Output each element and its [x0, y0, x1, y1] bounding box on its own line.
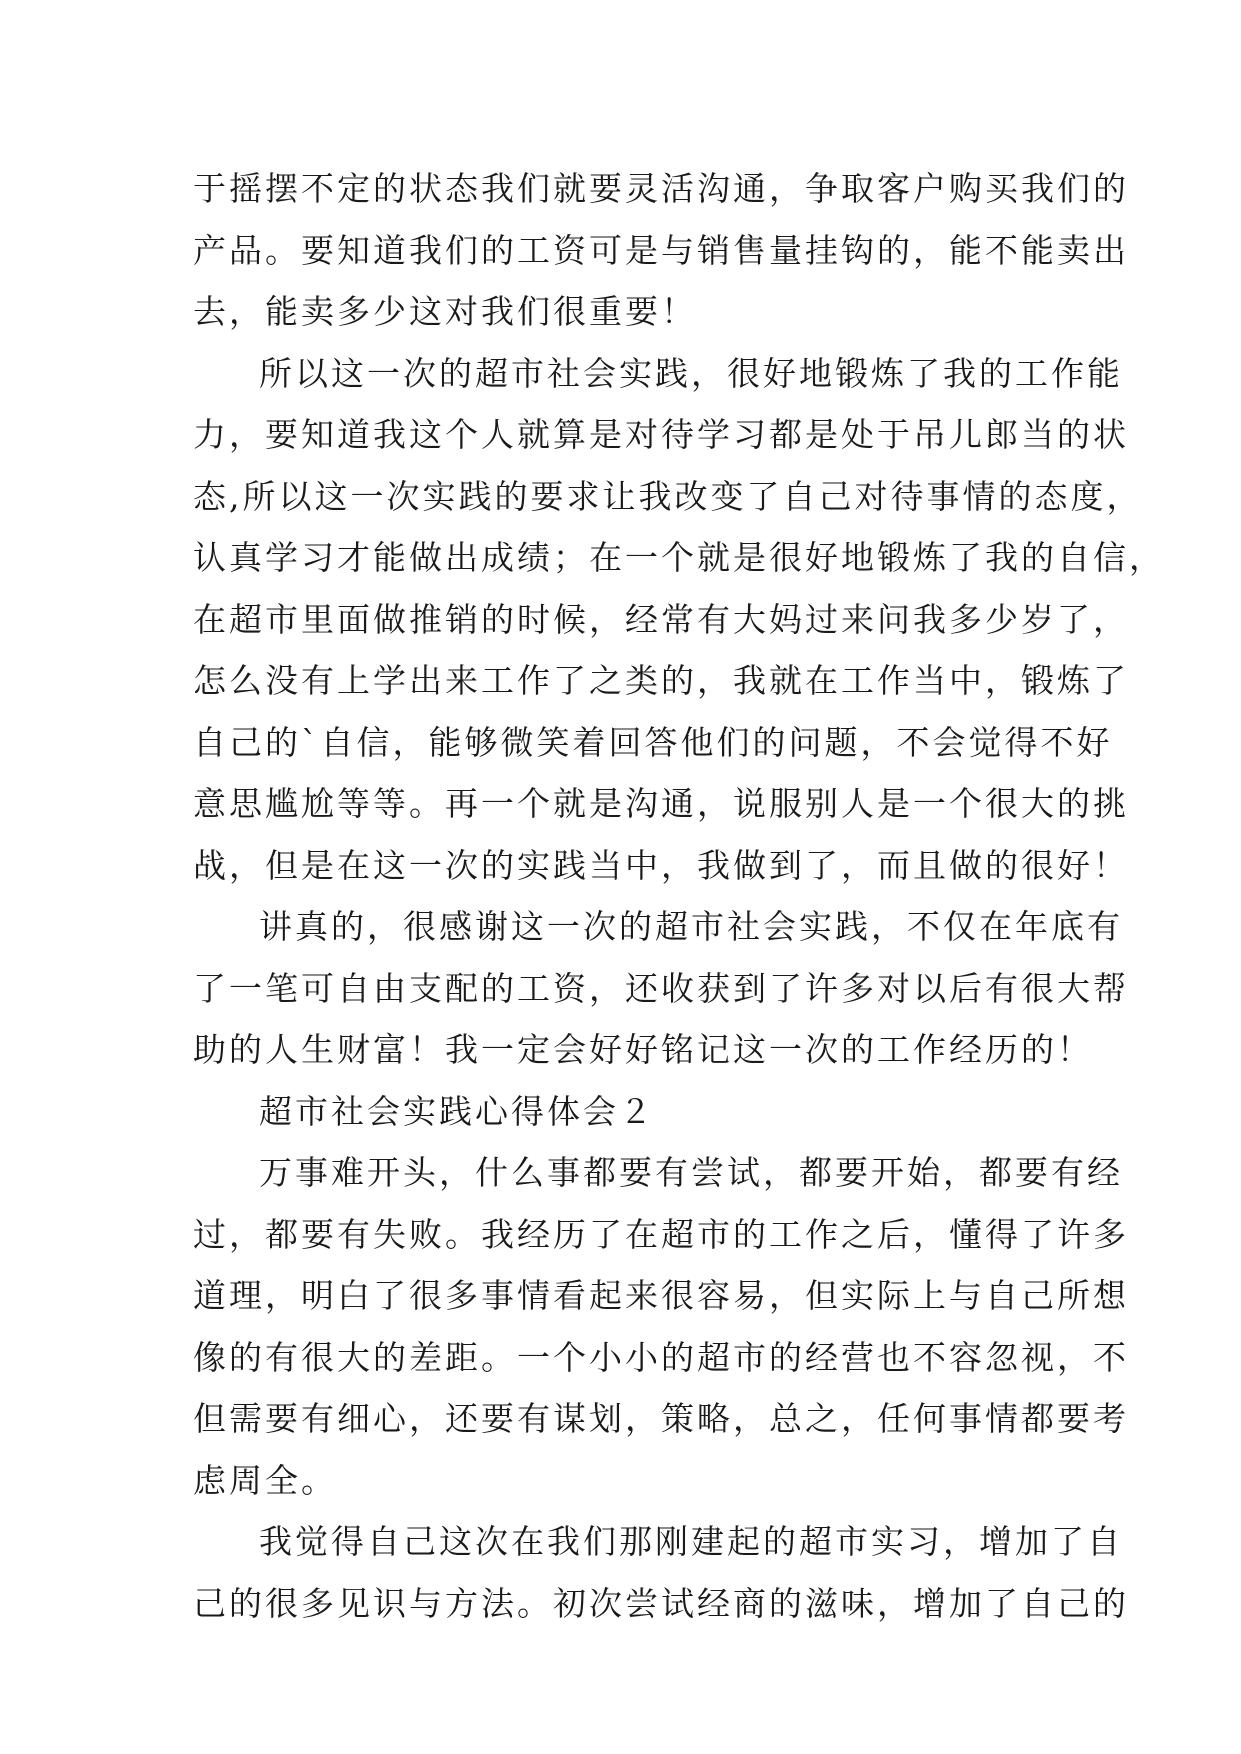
text-line: 道理，明白了很多事情看起来很容易，但实际上与自己所想: [193, 1276, 1129, 1315]
text-line: 在超市里面做推销的时候，经常有大妈过来问我多少岁了，: [193, 599, 1129, 639]
text-line: 意思尴尬等等。再一个就是沟通，说服别人是一个很大的挑: [193, 784, 1129, 823]
text-line: 自己的`自信，能够微笑着回答他们的问题，不会觉得不好: [193, 722, 1113, 762]
document-body: [193, 158, 1165, 1634]
text-line: 助的人生财富！我一定会好好铭记这一次的工作经历的！: [193, 1030, 1093, 1069]
text-line: 己的很多见识与方法。初次尝试经商的滋味，增加了自己的: [193, 1583, 1129, 1623]
section-heading: 超市社会实践心得体会２: [259, 1091, 655, 1131]
text-line: 认真学习才能做出成绩；在一个就是很好地锻炼了我的自信，: [193, 538, 1165, 577]
paragraph-first-line: 我觉得自己这次在我们那刚建起的超市实习，增加了自: [259, 1522, 1123, 1561]
text-line: 怎么没有上学出来工作了之类的，我就在工作当中，锻炼了: [193, 661, 1129, 700]
text-line: 去，能卖多少这对我们很重要！: [193, 292, 697, 331]
text-line: 态,所以这一次实践的要求让我改变了自己对待事情的态度，: [193, 476, 1143, 516]
text-line: 战，但是在这一次的实践当中，我做到了，而且做的很好！: [193, 845, 1129, 885]
paragraph-first-line: 万事难开头，什么事都要有尝试，都要开始，都要有经: [259, 1153, 1123, 1192]
text-line: 但需要有细心，还要有谋划，策略，总之，任何事情都要考: [193, 1399, 1129, 1438]
text-line: 产品。要知道我们的工资可是与销售量挂钩的，能不能卖出: [193, 230, 1129, 270]
text-line: 力，要知道我这个人就算是对待学习都是处于吊儿郎当的状: [193, 415, 1129, 454]
paragraph-first-line: 讲真的，很感谢这一次的超市社会实践，不仅在年底有: [259, 907, 1123, 946]
text-line: 虑周全。: [193, 1460, 337, 1500]
text-line: 像的有很大的差距。一个小小的超市的经营也不容忽视，不: [193, 1337, 1129, 1377]
text-line: 了一笔可自由支配的工资，还收获到了许多对以后有很大帮: [193, 968, 1129, 1008]
paragraph-first-line: 所以这一次的超市社会实践，很好地锻炼了我的工作能: [259, 353, 1123, 393]
text-line: 于摇摆不定的状态我们就要灵活沟通，争取客户购买我们的: [193, 169, 1129, 208]
text-line: 过，都要有失败。我经历了在超市的工作之后，懂得了许多: [193, 1214, 1129, 1254]
